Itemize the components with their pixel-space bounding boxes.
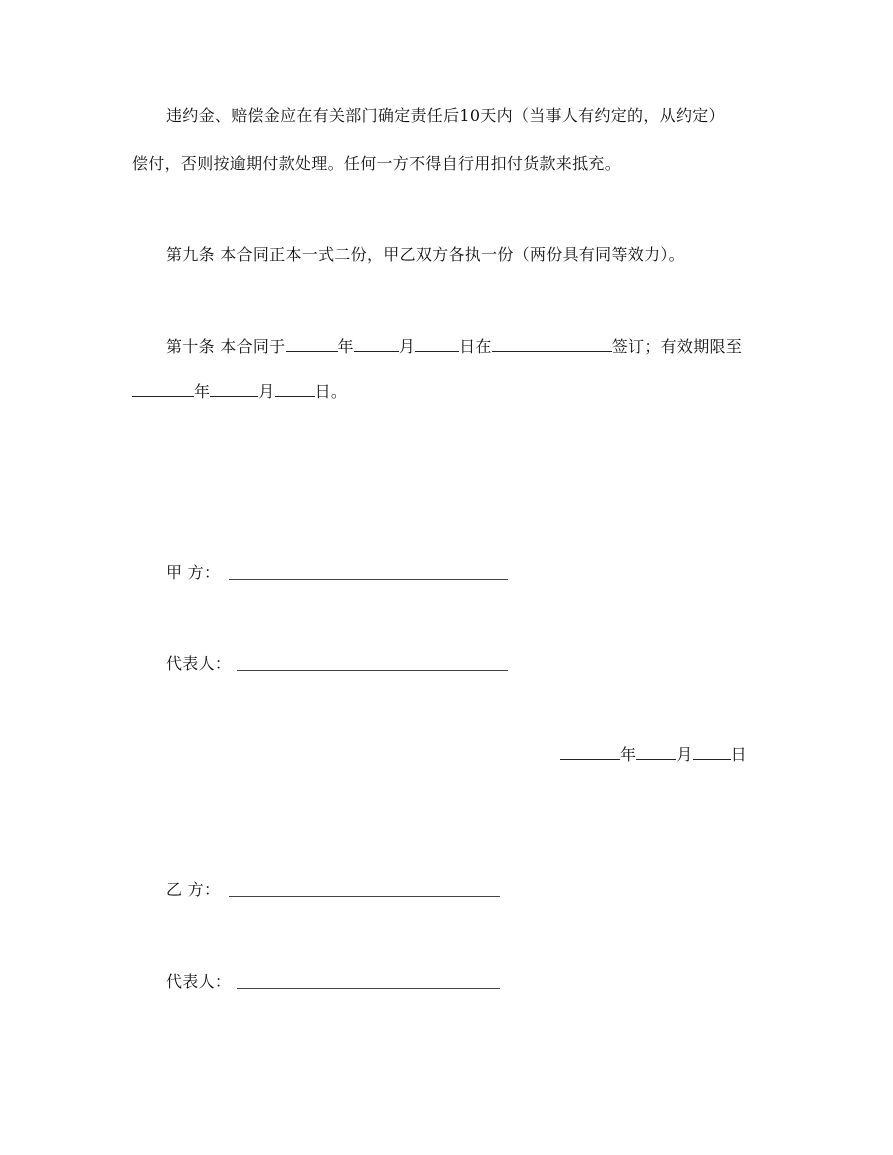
article-10-line-2 bbox=[132, 381, 347, 402]
party-b-signature-line[interactable] bbox=[229, 896, 500, 897]
party-a-rep-label: 代表人： bbox=[166, 654, 232, 673]
date-year: 年 bbox=[620, 745, 637, 764]
sign-month-blank[interactable] bbox=[354, 336, 399, 352]
article-10-signed: 签订；有效期限至 bbox=[611, 337, 743, 356]
date-day-blank[interactable] bbox=[693, 744, 731, 760]
penalty-clause-line-2: 偿付，否则按逾期付款处理。任何一方不得自行用扣付货款来抵充。 bbox=[132, 154, 622, 173]
expiry-day-blank[interactable] bbox=[275, 381, 315, 397]
date-month: 月 bbox=[676, 745, 693, 764]
party-a-signature-line[interactable] bbox=[229, 579, 508, 580]
party-a-label: 甲 方： bbox=[166, 563, 221, 582]
party-b-label: 乙 方： bbox=[166, 880, 221, 899]
sign-place-blank[interactable] bbox=[492, 336, 612, 352]
article-10-line-1 bbox=[166, 336, 742, 357]
penalty-clause-line-1: 违约金、赔偿金应在有关部门确定责任后10天内（当事人有约定的，从约定） bbox=[166, 106, 725, 125]
article-10-day2: 日。 bbox=[314, 382, 348, 401]
date-day: 日 bbox=[730, 745, 747, 764]
article-9: 第九条 本合同正本一式二份，甲乙双方各执一份（两份具有同等效力）。 bbox=[166, 245, 685, 264]
date-month-blank[interactable] bbox=[636, 744, 676, 760]
article-10-month2: 月 bbox=[258, 382, 275, 401]
sign-year-blank[interactable] bbox=[286, 336, 338, 352]
expiry-month-blank[interactable] bbox=[210, 381, 258, 397]
article-10-year: 年 bbox=[337, 337, 354, 356]
expiry-year-blank[interactable] bbox=[132, 381, 194, 397]
date-year-blank[interactable] bbox=[560, 744, 620, 760]
article-10-year2: 年 bbox=[194, 382, 211, 401]
party-a-rep-signature-line[interactable] bbox=[237, 670, 508, 671]
article-10-day-at: 日在 bbox=[459, 337, 492, 356]
signing-date bbox=[560, 744, 747, 765]
article-10-month: 月 bbox=[398, 337, 416, 356]
sign-day-blank[interactable] bbox=[415, 336, 459, 352]
party-b-rep-label: 代表人： bbox=[166, 972, 232, 991]
article-10-prefix: 第十条 本合同于 bbox=[166, 337, 286, 356]
party-b-rep-signature-line[interactable] bbox=[237, 988, 500, 989]
